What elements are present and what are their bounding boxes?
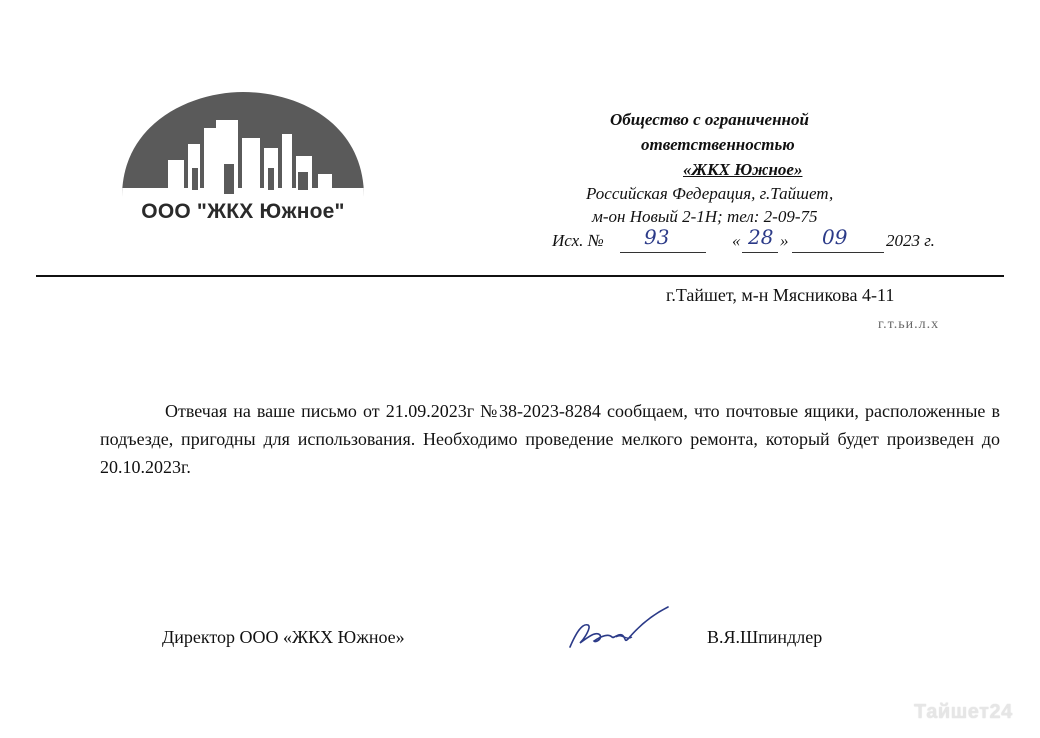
outgoing-day: 28 bbox=[748, 225, 774, 249]
header-company-name: «ЖКХ Южное» bbox=[683, 160, 803, 179]
outgoing-number: 93 bbox=[644, 225, 670, 249]
addressee-address: г.Тайшет, м-н Мясникова 4-11 bbox=[666, 285, 895, 305]
city-skyline-logo-icon bbox=[112, 92, 374, 202]
month-underline bbox=[792, 251, 884, 253]
signatory-title: Директор ООО «ЖКХ Южное» bbox=[162, 627, 405, 647]
day-underline bbox=[742, 251, 778, 253]
addressee-name: г.т.ьи.л.х bbox=[878, 317, 940, 332]
quote-close: » bbox=[780, 231, 789, 250]
outgoing-year: 2023 г. bbox=[886, 231, 935, 250]
header-phone: м-он Новый 2-1Н; тел: 2-09-75 bbox=[592, 207, 818, 226]
signature-icon bbox=[566, 603, 676, 653]
header-line-2: ответственностью bbox=[641, 135, 795, 154]
number-underline bbox=[620, 251, 706, 253]
header-line-1: Общество с ограниченной bbox=[610, 110, 809, 129]
header-address: Российская Федерация, г.Тайшет, bbox=[586, 184, 834, 203]
letter-body: Отвечая на ваше письмо от 21.09.2023г №38-2023-8284 сообщаем, что почтовые ящики, расположенные в подъезде, пригодны для использования. Необходимо проведение мелкого ремонта, который будет произведен до 20.10.2023г. bbox=[100, 401, 1000, 477]
signatory-name: В.Я.Шпиндлер bbox=[707, 627, 823, 647]
header-divider bbox=[36, 275, 1004, 277]
company-logo bbox=[112, 92, 374, 227]
outgoing-label: Исх. № bbox=[552, 231, 604, 250]
logo-company-name: ООО "ЖКХ Южное" bbox=[141, 200, 345, 223]
handwritten-signature bbox=[566, 603, 676, 658]
watermark: Тайшет24 bbox=[914, 701, 1013, 723]
quote-open: « bbox=[732, 231, 741, 250]
outgoing-number-line bbox=[552, 227, 952, 255]
outgoing-month: 09 bbox=[822, 225, 848, 249]
